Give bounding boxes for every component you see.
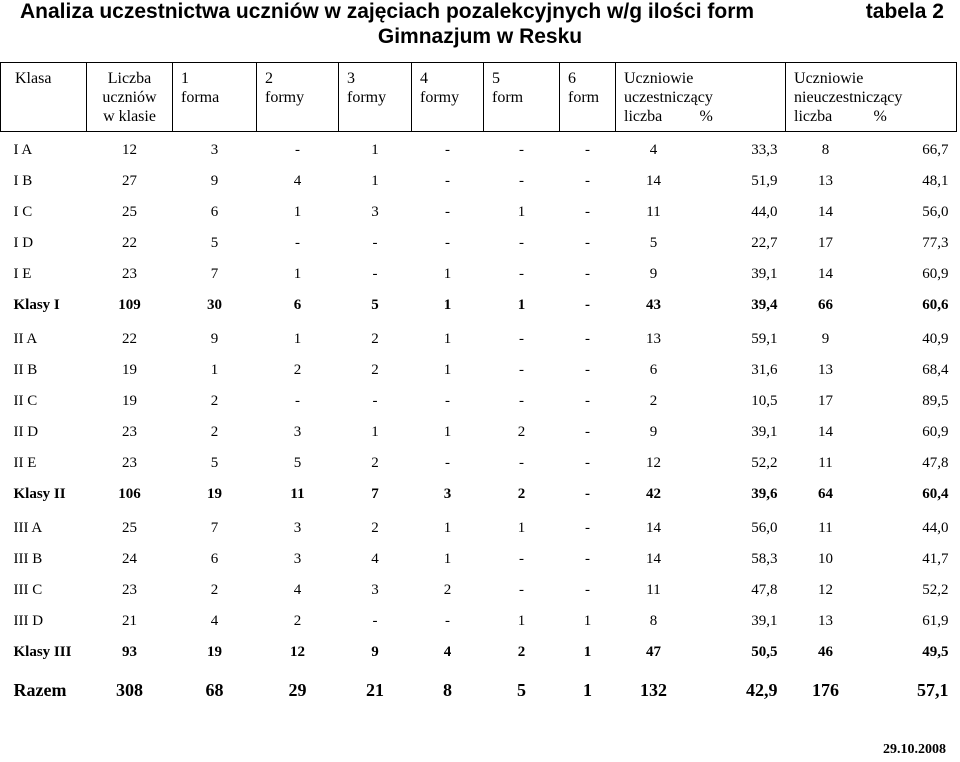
cell-u-l: 42 xyxy=(646,486,661,502)
cell-f2: 3 xyxy=(293,551,302,567)
cell-f6: - xyxy=(585,142,590,158)
cell-f4: - xyxy=(445,455,450,471)
cell-f5: 2 xyxy=(517,486,526,502)
cell-n-l: 11 xyxy=(818,455,833,471)
total-row xyxy=(1,671,957,709)
cell-f3: 4 xyxy=(371,551,379,567)
table-row xyxy=(1,513,957,544)
table-row xyxy=(1,355,957,386)
cell-f1: 2 xyxy=(210,424,219,440)
cell-f2: 2 xyxy=(293,613,302,629)
cell-n: 23 xyxy=(122,582,137,598)
cell-f3: 3 xyxy=(371,204,379,220)
cell-n-l: 12 xyxy=(818,582,834,598)
table-row xyxy=(1,259,957,290)
cell-n-p: 49,5 xyxy=(922,644,949,660)
cell-n-p: 44,0 xyxy=(922,520,949,536)
header-n-procent: % xyxy=(866,107,957,132)
cell-f4: 1 xyxy=(443,297,452,313)
cell-n: 19 xyxy=(122,393,137,409)
cell-n-p: 60,9 xyxy=(922,424,949,440)
cell-f2: 3 xyxy=(293,424,302,440)
cell-u-p: 52,2 xyxy=(751,455,778,471)
cell-f2: 6 xyxy=(293,297,302,313)
cell-u-p: 31,6 xyxy=(751,362,778,378)
header-3-formy: 3 formy xyxy=(339,63,412,132)
cell-u-p: 56,0 xyxy=(751,520,778,536)
cell-u-p: 39,4 xyxy=(751,297,778,313)
cell-n-p: 52,2 xyxy=(922,582,949,598)
cell-u-l: 14 xyxy=(646,520,661,536)
cell-f1: 5 xyxy=(210,235,219,251)
cell-n: 109 xyxy=(118,297,141,313)
cell-f4: 4 xyxy=(443,644,452,660)
table-row xyxy=(1,166,957,197)
cell-f6: - xyxy=(585,551,590,567)
cell-klasa: Klasy I xyxy=(13,297,60,313)
cell-f1: 7 xyxy=(210,266,219,282)
cell-n: 22 xyxy=(122,331,137,347)
cell-f2: 4 xyxy=(293,173,302,189)
header-n-liczba: liczba xyxy=(786,107,866,132)
cell-f3: - xyxy=(372,613,378,629)
cell-n-l: 176 xyxy=(812,679,840,700)
cell-u-l: 14 xyxy=(646,173,661,189)
cell-u-l: 132 xyxy=(640,679,667,700)
cell-u-l: 43 xyxy=(646,297,661,313)
cell-u-l: 14 xyxy=(646,551,661,567)
cell-f6: - xyxy=(585,204,590,220)
cell-f6: - xyxy=(585,331,590,347)
cell-u-l: 11 xyxy=(646,582,661,598)
cell-klasa: II D xyxy=(13,424,39,440)
cell-f4: - xyxy=(445,204,450,220)
cell-f3: 21 xyxy=(366,679,384,700)
cell-f2: 1 xyxy=(293,331,302,347)
cell-f6: - xyxy=(585,297,590,313)
cell-u-l: 6 xyxy=(649,362,658,378)
cell-n-p: 68,4 xyxy=(922,362,949,378)
cell-f1: 4 xyxy=(210,613,219,629)
cell-klasa: Klasy II xyxy=(13,486,66,502)
cell-f3: - xyxy=(372,393,378,409)
cell-klasa: III A xyxy=(13,520,43,536)
cell-n: 12 xyxy=(122,142,137,158)
cell-f3: 9 xyxy=(371,644,379,660)
cell-n-l: 14 xyxy=(818,266,834,282)
page-title: Analiza uczestnictwa uczniów w zajęciach pozalekcyjnych w/g ilości form xyxy=(20,0,755,23)
cell-n-l: 66 xyxy=(818,297,834,313)
table-row xyxy=(1,417,957,448)
cell-f6: - xyxy=(585,582,590,598)
cell-u-l: 5 xyxy=(649,235,658,251)
table-row xyxy=(1,324,957,355)
cell-klasa: II C xyxy=(13,393,38,409)
cell-u-l: 9 xyxy=(649,266,658,282)
cell-f1: 3 xyxy=(210,142,219,158)
cell-f1: 6 xyxy=(210,204,219,220)
cell-f6: - xyxy=(585,266,590,282)
cell-f4: 1 xyxy=(443,362,452,378)
cell-klasa: II A xyxy=(13,331,38,347)
cell-u-p: 42,9 xyxy=(746,679,778,700)
cell-klasa: I B xyxy=(13,173,33,189)
cell-f2: 12 xyxy=(290,644,305,660)
header-5-form: 5 form xyxy=(484,63,560,132)
cell-f3: 1 xyxy=(371,424,379,440)
cell-f2: 4 xyxy=(293,582,302,598)
cell-u-p: 44,0 xyxy=(751,204,778,220)
cell-n-p: 56,0 xyxy=(922,204,949,220)
cell-f1: 2 xyxy=(210,582,219,598)
cell-f5: - xyxy=(519,235,524,251)
cell-n-p: 47,8 xyxy=(922,455,949,471)
participation-table xyxy=(0,62,957,709)
cell-n-l: 10 xyxy=(818,551,834,567)
table-row xyxy=(1,575,957,606)
table-row xyxy=(1,135,957,166)
table-row xyxy=(1,544,957,575)
cell-f5: - xyxy=(519,393,524,409)
cell-f6: - xyxy=(585,520,590,536)
cell-n-l: 13 xyxy=(818,613,834,629)
cell-n-l: 11 xyxy=(818,520,833,536)
cell-u-p: 39,1 xyxy=(751,266,778,282)
footer-date: 29.10.2008 xyxy=(883,742,946,757)
cell-n-p: 61,9 xyxy=(922,613,949,629)
cell-n: 27 xyxy=(122,173,137,189)
cell-n-l: 17 xyxy=(818,235,834,251)
cell-f1: 6 xyxy=(210,551,219,567)
cell-f4: 1 xyxy=(443,266,452,282)
cell-f4: - xyxy=(445,613,450,629)
cell-n: 106 xyxy=(118,486,141,502)
cell-f5: 1 xyxy=(517,520,526,536)
cell-u-p: 10,5 xyxy=(751,393,778,409)
cell-u-p: 39,1 xyxy=(751,424,778,440)
cell-f6: 1 xyxy=(583,613,592,629)
cell-u-l: 8 xyxy=(649,613,658,629)
cell-f4: 1 xyxy=(443,424,452,440)
table-row xyxy=(1,606,957,637)
cell-n-p: 60,9 xyxy=(922,266,949,282)
cell-klasa: I E xyxy=(13,266,32,282)
table-label: tabela 2 xyxy=(865,0,944,23)
cell-u-p: 47,8 xyxy=(751,582,778,598)
cell-f2: 3 xyxy=(293,520,302,536)
cell-f2: 1 xyxy=(293,204,302,220)
cell-n: 23 xyxy=(122,266,137,282)
cell-f1: 9 xyxy=(210,173,219,189)
cell-f3: 1 xyxy=(371,142,379,158)
cell-klasa: III C xyxy=(13,582,43,598)
cell-f4: - xyxy=(445,173,450,189)
cell-n: 308 xyxy=(116,679,143,700)
header-u-procent: % xyxy=(692,107,786,132)
cell-n-p: 89,5 xyxy=(922,393,949,409)
cell-n-l: 17 xyxy=(818,393,834,409)
cell-n: 23 xyxy=(122,424,137,440)
cell-f5: - xyxy=(519,455,524,471)
cell-f2: - xyxy=(295,235,300,251)
cell-n-l: 8 xyxy=(821,142,830,158)
summary-row xyxy=(1,637,957,668)
cell-klasa: Klasy III xyxy=(13,644,72,660)
cell-n-p: 48,1 xyxy=(922,173,949,189)
cell-klasa: I C xyxy=(13,204,33,220)
page-subtitle: Gimnazjum w Resku xyxy=(377,25,583,48)
cell-n-l: 64 xyxy=(818,486,834,502)
cell-f3: 1 xyxy=(371,173,379,189)
cell-klasa: III D xyxy=(13,613,44,629)
cell-n-l: 9 xyxy=(821,331,830,347)
cell-f6: 1 xyxy=(583,679,592,700)
header-4-formy: 4 formy xyxy=(412,63,484,132)
header-liczba-uczniow: Liczba uczniów w klasie xyxy=(87,63,173,132)
table-row xyxy=(1,448,957,479)
cell-n-l: 14 xyxy=(818,204,834,220)
header-1-forma: 1 forma xyxy=(173,63,257,132)
cell-f6: - xyxy=(585,486,590,502)
cell-f4: 3 xyxy=(443,486,452,502)
cell-f4: - xyxy=(445,235,450,251)
cell-f1: 9 xyxy=(210,331,219,347)
cell-u-p: 22,7 xyxy=(751,235,778,251)
header-uczestniczacy: Uczniowie uczestniczący xyxy=(616,63,786,108)
header-u-liczba: liczba xyxy=(616,107,692,132)
cell-n-l: 13 xyxy=(818,173,834,189)
cell-f3: - xyxy=(372,266,378,282)
cell-u-p: 58,3 xyxy=(751,551,778,567)
cell-u-p: 59,1 xyxy=(751,331,778,347)
cell-f3: 2 xyxy=(371,362,379,378)
cell-u-l: 9 xyxy=(649,424,658,440)
cell-f3: 5 xyxy=(371,297,379,313)
cell-f5: - xyxy=(519,582,524,598)
cell-u-l: 47 xyxy=(646,644,661,660)
cell-f6: - xyxy=(585,235,590,251)
cell-f3: 2 xyxy=(371,331,379,347)
header-6-form: 6 form xyxy=(560,63,616,132)
cell-f5: - xyxy=(519,362,524,378)
cell-n-p: 41,7 xyxy=(922,551,949,567)
cell-f5: - xyxy=(519,173,524,189)
cell-f4: - xyxy=(445,142,450,158)
cell-f5: 1 xyxy=(517,204,526,220)
cell-klasa: I A xyxy=(13,142,33,158)
cell-f1: 30 xyxy=(207,297,222,313)
cell-f2: - xyxy=(295,142,300,158)
cell-u-l: 12 xyxy=(646,455,661,471)
cell-u-p: 33,3 xyxy=(751,142,778,158)
cell-f1: 5 xyxy=(210,455,219,471)
cell-n: 93 xyxy=(122,644,137,660)
cell-f6: - xyxy=(585,362,590,378)
table-row xyxy=(1,228,957,259)
cell-f5: 2 xyxy=(517,424,526,440)
cell-n-l: 46 xyxy=(818,644,834,660)
cell-f6: 1 xyxy=(583,644,592,660)
cell-f2: 2 xyxy=(293,362,302,378)
cell-n-l: 13 xyxy=(818,362,834,378)
cell-f5: 5 xyxy=(517,679,526,700)
cell-f1: 7 xyxy=(210,520,219,536)
cell-f2: 11 xyxy=(290,486,305,502)
cell-u-l: 4 xyxy=(649,142,658,158)
cell-u-l: 11 xyxy=(646,204,661,220)
cell-f1: 2 xyxy=(210,393,219,409)
cell-klasa: II B xyxy=(13,362,38,378)
page-header xyxy=(0,0,960,58)
cell-u-p: 51,9 xyxy=(751,173,778,189)
cell-f6: - xyxy=(585,173,590,189)
header-2-formy: 2 formy xyxy=(257,63,339,132)
cell-n-p: 60,4 xyxy=(922,486,949,502)
cell-f1: 19 xyxy=(207,486,222,502)
cell-f3: 7 xyxy=(371,486,379,502)
cell-n-p: 60,6 xyxy=(922,297,949,313)
cell-f3: 2 xyxy=(371,455,379,471)
cell-f5: 2 xyxy=(517,644,526,660)
cell-klasa: II E xyxy=(13,455,37,471)
table-body xyxy=(1,132,957,710)
cell-f4: 1 xyxy=(443,331,452,347)
cell-f4: 1 xyxy=(443,520,452,536)
cell-n: 23 xyxy=(122,455,137,471)
summary-row xyxy=(1,479,957,510)
cell-f5: - xyxy=(519,266,524,282)
cell-u-p: 50,5 xyxy=(751,644,778,660)
cell-n: 19 xyxy=(122,362,137,378)
cell-f6: - xyxy=(585,424,590,440)
table-row xyxy=(1,197,957,228)
cell-f4: - xyxy=(445,393,450,409)
cell-f5: - xyxy=(519,551,524,567)
cell-f4: 1 xyxy=(443,551,452,567)
cell-n: 25 xyxy=(122,204,137,220)
cell-f1: 1 xyxy=(210,362,219,378)
cell-n-p: 57,1 xyxy=(917,679,949,700)
cell-f3: 3 xyxy=(371,582,379,598)
cell-klasa: Razem xyxy=(13,679,67,700)
cell-n: 25 xyxy=(122,520,137,536)
cell-n: 24 xyxy=(122,551,137,567)
cell-klasa: I D xyxy=(13,235,34,251)
cell-u-p: 39,1 xyxy=(751,613,778,629)
cell-f2: 29 xyxy=(288,679,307,700)
cell-f5: - xyxy=(519,331,524,347)
cell-n-p: 40,9 xyxy=(922,331,949,347)
cell-n-l: 14 xyxy=(818,424,834,440)
cell-n-p: 77,3 xyxy=(922,235,949,251)
cell-n-p: 66,7 xyxy=(922,142,949,158)
cell-u-l: 2 xyxy=(649,393,658,409)
header-nieuczestniczacy: Uczniowie nieuczestniczący xyxy=(786,63,957,108)
cell-f4: 8 xyxy=(443,679,452,700)
cell-f2: - xyxy=(295,393,300,409)
cell-u-p: 39,6 xyxy=(751,486,778,502)
cell-f3: 2 xyxy=(371,520,379,536)
cell-f5: 1 xyxy=(517,297,526,313)
cell-f1: 68 xyxy=(205,679,224,700)
cell-u-l: 13 xyxy=(646,331,661,347)
cell-f2: 5 xyxy=(293,455,302,471)
cell-f2: 1 xyxy=(293,266,302,282)
cell-f5: 1 xyxy=(517,613,526,629)
cell-f3: - xyxy=(372,235,378,251)
cell-f6: - xyxy=(585,393,590,409)
cell-f1: 19 xyxy=(207,644,222,660)
cell-n: 21 xyxy=(122,613,137,629)
cell-n: 22 xyxy=(122,235,137,251)
header-klasa: Klasa xyxy=(1,63,87,132)
cell-f4: 2 xyxy=(443,582,452,598)
cell-f6: - xyxy=(585,455,590,471)
cell-klasa: III B xyxy=(13,551,43,567)
cell-f5: - xyxy=(519,142,524,158)
table-row xyxy=(1,386,957,417)
summary-row xyxy=(1,290,957,321)
